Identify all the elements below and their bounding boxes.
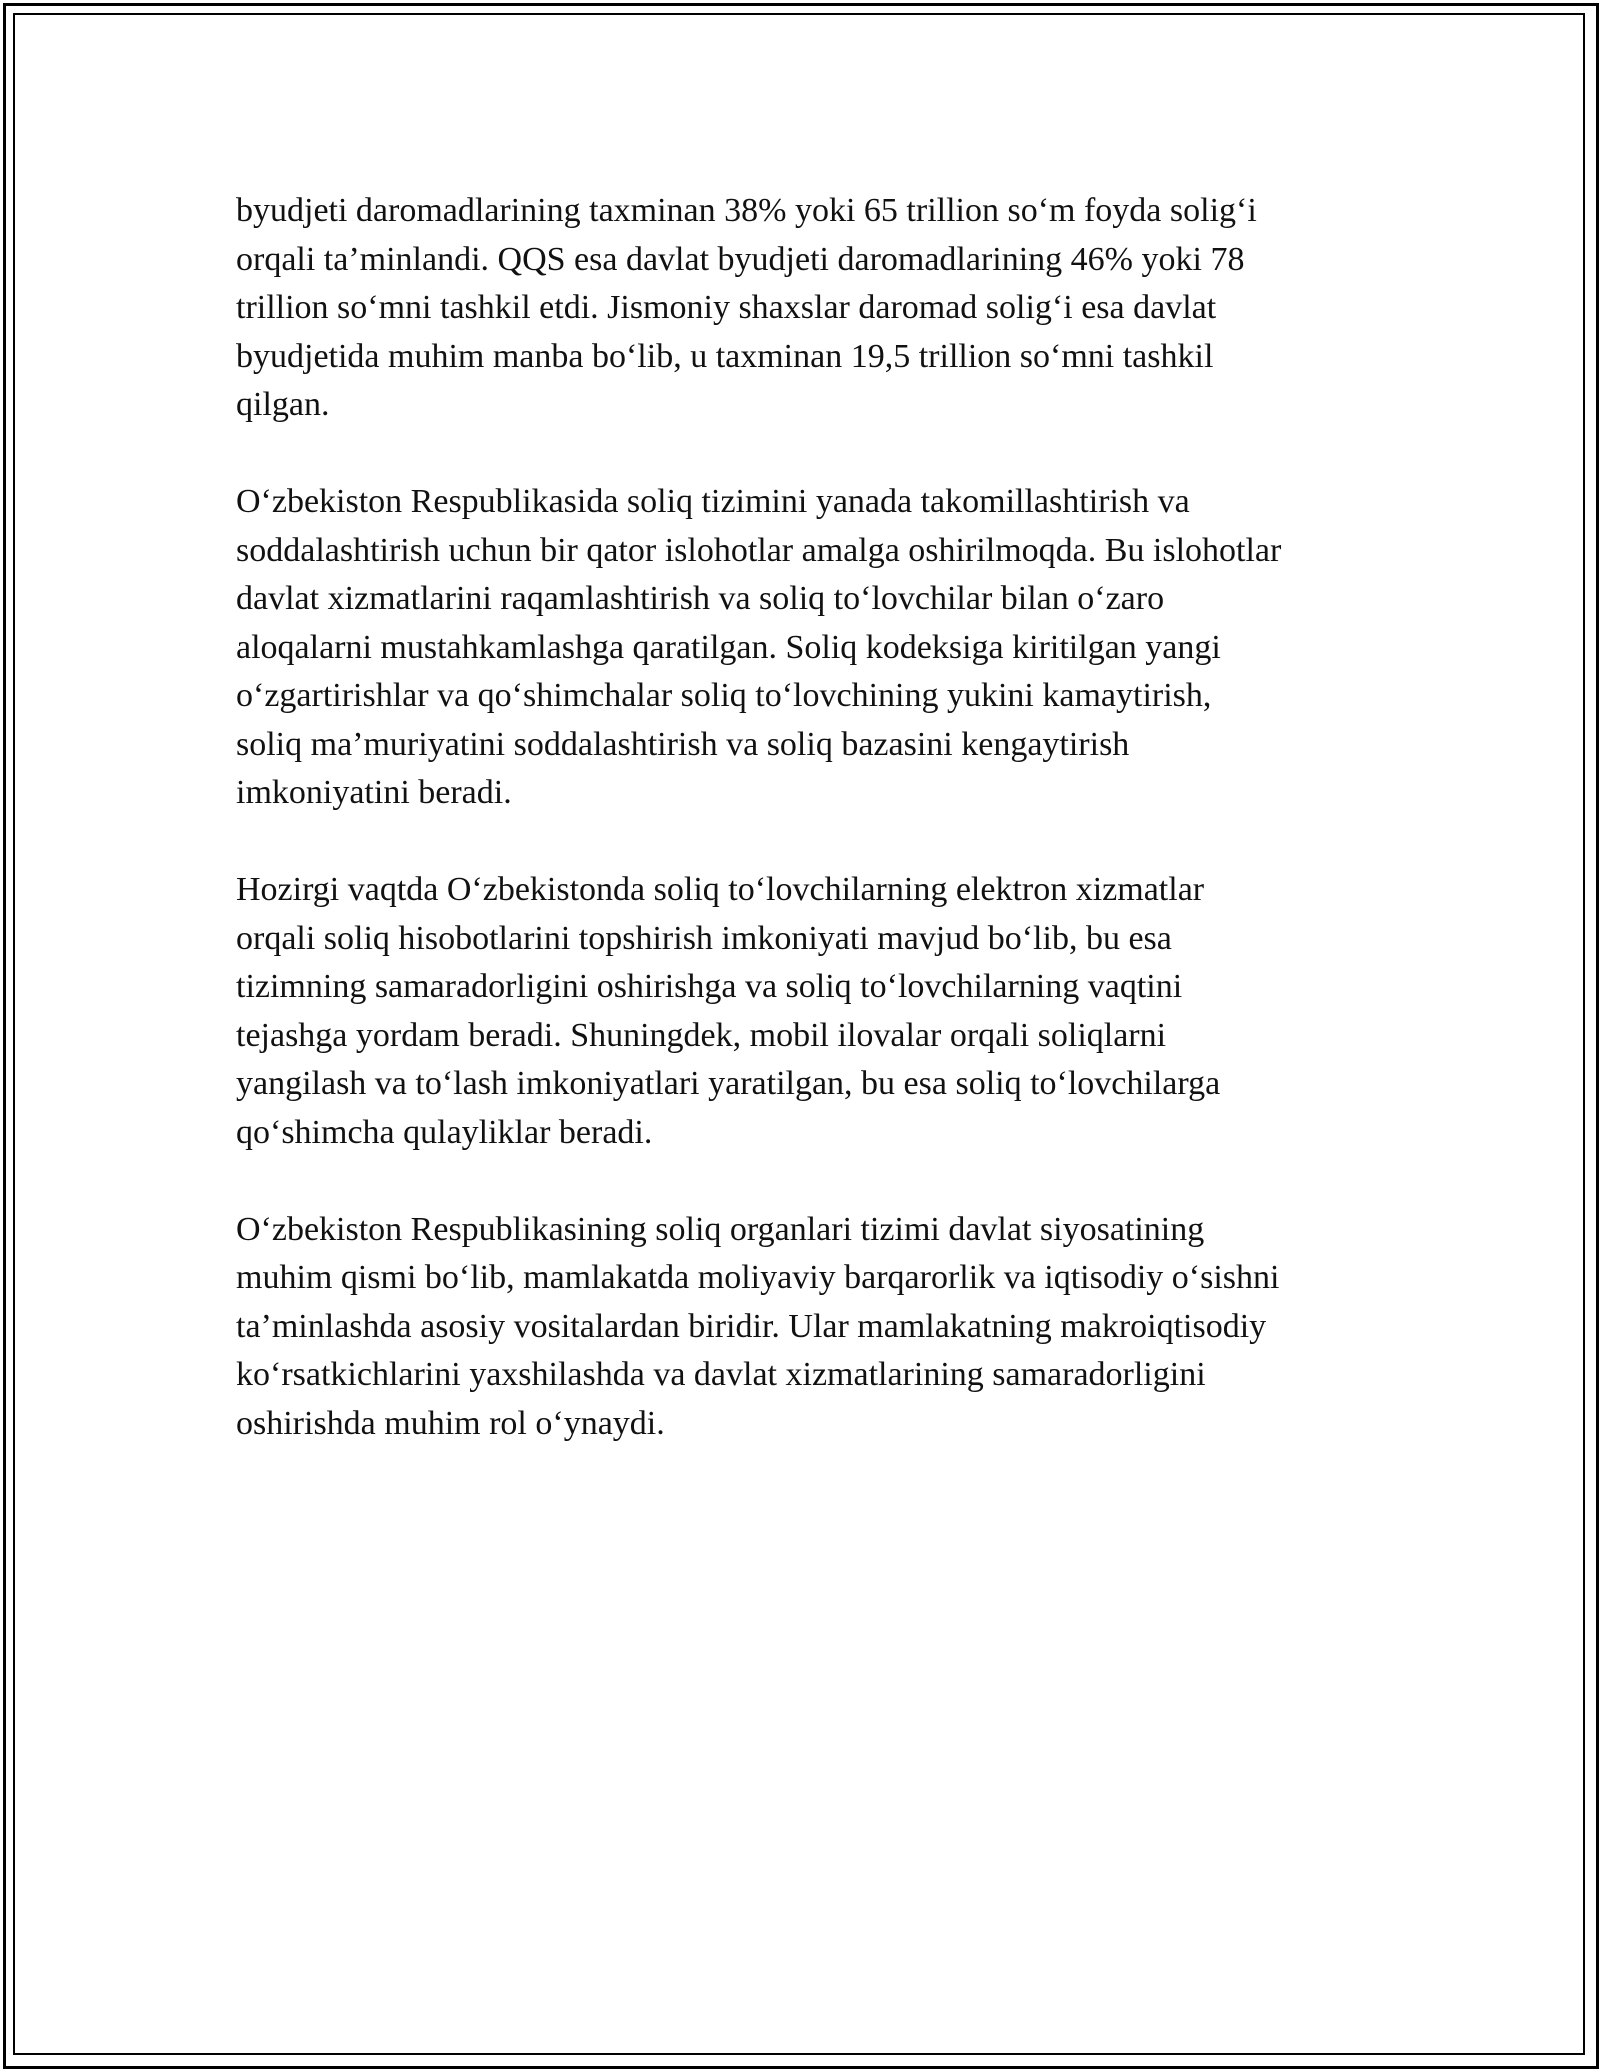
- document-body: [236, 187, 1386, 1497]
- text-line: imkoniyatini beradi.: [236, 774, 512, 811]
- text-line: muhim qismi bo‘lib, mamlakatda moliyaviy barqarorlik va iqtisodiy o‘sishni: [236, 1259, 1280, 1296]
- text-line: Hozirgi vaqtda O‘zbekistonda soliq to‘lovchilarning elektron xizmatlar: [236, 871, 1205, 908]
- text-line: trillion so‘mni tashkil etdi. Jismoniy shaxslar daromad solig‘i esa davlat: [236, 289, 1217, 326]
- text-line: qilgan.: [236, 386, 330, 423]
- text-line: tizimning samaradorligini oshirishga va soliq to‘lovchilarning vaqtini: [236, 968, 1183, 1005]
- text-line: ko‘rsatkichlarini yaxshilashda va davlat xizmatlarining samaradorligini: [236, 1356, 1206, 1393]
- text-line: oshirishda muhim rol o‘ynaydi.: [236, 1404, 665, 1442]
- text-line: byudjeti daromadlarining taxminan 38% yoki 65 trillion so‘m foyda solig‘i: [236, 192, 1257, 229]
- text-line: qo‘shimcha qulayliklar beradi.: [236, 1113, 653, 1151]
- text-line: tejashga yordam beradi. Shuningdek, mobil ilovalar orqali soliqlarni: [236, 1016, 1167, 1054]
- text-line: byudjetida muhim manba bo‘lib, u taxminan 19,5 trillion so‘mni tashkil: [236, 337, 1214, 375]
- text-line: aloqalarni mustahkamlashga qaratilgan. Soliq kodeksiga kiritilgan yangi: [236, 628, 1221, 666]
- text-line: orqali soliq hisobotlarini topshirish imkoniyati mavjud bo‘lib, bu esa: [236, 919, 1172, 957]
- text-line: davlat xizmatlarini raqamlashtirish va soliq to‘lovchilar bilan o‘zaro: [236, 580, 1165, 617]
- paragraph-2: [236, 478, 1386, 818]
- text-line: soliq ma’muriyatini soddalashtirish va soliq bazasini kengaytirish: [236, 725, 1130, 763]
- text-line: O‘zbekiston Respublikasining soliq organlari tizimi davlat siyosatining: [236, 1210, 1205, 1248]
- text-line: soddalashtirish uchun bir qator islohotlar amalga oshirilmoqda. Bu islohotlar: [236, 531, 1282, 569]
- text-line: O‘zbekiston Respublikasida soliq tizimini yanada takomillashtirish va: [236, 483, 1190, 520]
- text-line: ta’minlashda asosiy vositalardan biridir. Ular mamlakatning makroiqtisodiy: [236, 1307, 1267, 1345]
- text-line: yangilash va to‘lash imkoniyatlari yaratilgan, bu esa soliq to‘lovchilarga: [236, 1065, 1221, 1102]
- text-line: orqali ta’minlandi. QQS esa davlat byudjeti daromadlarining 46% yoki 78: [236, 240, 1245, 278]
- paragraph-1: [236, 187, 1386, 430]
- paragraph-4: [236, 1206, 1386, 1449]
- text-line: o‘zgartirishlar va qo‘shimchalar soliq to‘lovchining yukini kamaytirish,: [236, 677, 1212, 714]
- paragraph-3: [236, 866, 1386, 1157]
